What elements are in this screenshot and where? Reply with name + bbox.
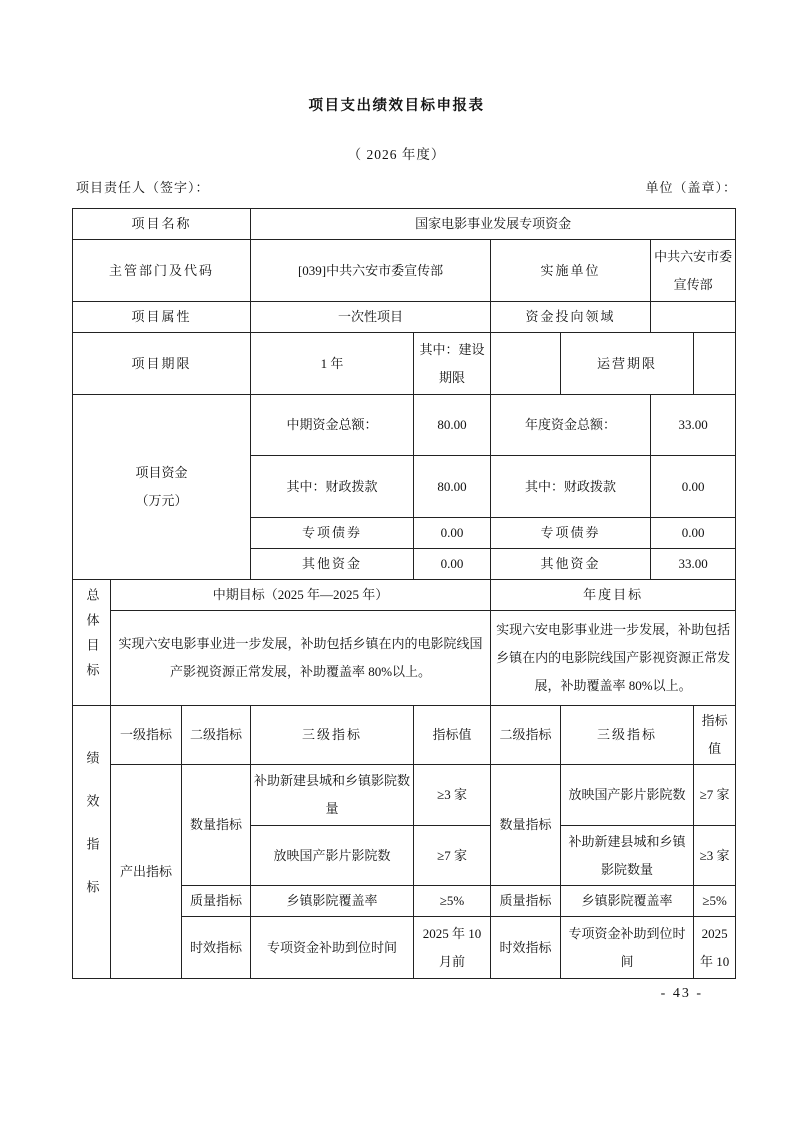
year-line: （ 2026 年度） [347,147,446,162]
qty-value-right-2: ≥3 家 [694,826,736,886]
project-period-value: 1 年 [251,333,414,395]
dept-code-value: [039]中共六安市委宣传部 [251,240,491,302]
annual-other-value: 33.00 [651,549,736,580]
mid-other-label: 其他资金 [251,549,414,580]
time-label-left: 时效指标 [182,917,251,979]
annual-fund-total-label: 年度资金总额： [491,395,651,456]
mid-bond-label: 专项债券 [251,518,414,549]
level1-output-label: 产出指标 [111,765,182,979]
quality-label-left: 质量指标 [182,886,251,917]
build-period-value [491,333,561,395]
impl-unit-value: 中共六安市委宣传部 [651,240,736,302]
project-name-label: 项目名称 [73,209,251,240]
mid-fiscal-label: 其中：财政拨款 [251,456,414,518]
quality-name-right: 乡镇影院覆盖率 [561,886,694,917]
time-name-right: 专项资金补助到位时间 [561,917,694,979]
time-value-right: 2025 年 10 [694,917,736,979]
operate-period-label: 运营期限 [561,333,694,395]
project-name-value: 国家电影事业发展专项资金 [251,209,736,240]
quality-label-right: 质量指标 [491,886,561,917]
build-period-label: 其中：建设期限 [414,333,491,395]
mid-fiscal-value: 80.00 [414,456,491,518]
fund-direction-label: 资金投向领域 [491,302,651,333]
fund-direction-value [651,302,736,333]
annual-fiscal-value: 0.00 [651,456,736,518]
header-level1: 一级指标 [111,706,182,765]
project-fund-label [73,395,251,580]
mid-fund-total-value: 80.00 [414,395,491,456]
annual-fiscal-label: 其中：财政拨款 [491,456,651,518]
annual-other-label: 其他资金 [491,549,651,580]
project-fund-label-line2: （万元） [135,493,188,508]
impl-unit-label: 实施单位 [491,240,651,302]
time-value-left: 2025 年 10 月前 [414,917,491,979]
time-name-left: 专项资金补助到位时间 [251,917,414,979]
project-period-label: 项目期限 [73,333,251,395]
quality-value-left: ≥5% [414,886,491,917]
qty-label-left: 数量指标 [182,765,251,886]
responsible-sign-label: 项目责任人（签字）： [76,180,210,195]
overall-goal-side-label [73,580,111,706]
dept-code-label: 主管部门及代码 [73,240,251,302]
qty-label-right: 数量指标 [491,765,561,886]
mid-goal-text: 实现六安电影事业进一步发展，补助包括乡镇在内的电影院线国产影视资源正常发展，补助覆盖率 80%以上。 [111,611,491,706]
header-level2-right: 二级指标 [491,706,561,765]
quality-value-right: ≥5% [694,886,736,917]
header-level3-left: 三级指标 [251,706,414,765]
qty-name-right-1: 放映国产影片影院数 [561,765,694,826]
project-attr-value: 一次性项目 [251,302,491,333]
page-title: 项目支出绩效目标申报表 [308,98,485,114]
project-attr-label: 项目属性 [73,302,251,333]
qty-value-left-1: ≥3 家 [414,765,491,826]
unit-seal-label: 单位（盖章）： [645,180,737,195]
qty-value-right-1: ≥7 家 [694,765,736,826]
operate-period-value [694,333,736,395]
qty-value-left-2: ≥7 家 [414,826,491,886]
mid-fund-total-label: 中期资金总额： [251,395,414,456]
qty-name-right-2: 补助新建县城和乡镇影院数量 [561,826,694,886]
annual-bond-value: 0.00 [651,518,736,549]
mid-other-value: 0.00 [414,549,491,580]
header-level3-right: 三级指标 [561,706,694,765]
annual-fund-total-value: 33.00 [651,395,736,456]
mid-goal-header: 中期目标（2025 年—2025 年） [111,580,491,611]
overall-goal-side-text: 总体目标 [84,587,100,688]
mid-bond-value: 0.00 [414,518,491,549]
quality-name-left: 乡镇影院覆盖率 [251,886,414,917]
header-level2-left: 二级指标 [182,706,251,765]
qty-name-left-2: 放映国产影片影院数 [251,826,414,886]
signature-row [76,177,737,196]
perf-side-text: 绩效指标 [84,751,100,923]
declaration-table [72,208,736,979]
header-value-left: 指标值 [414,706,491,765]
perf-side-label [73,706,111,979]
page-number: - 43 - [660,986,703,1001]
annual-bond-label: 专项债券 [491,518,651,549]
project-fund-label-line1: 项目资金 [135,465,188,480]
annual-goal-text: 实现六安电影事业进一步发展，补助包括乡镇在内的电影院线国产影视资源正常发展，补助覆盖率 80%以上。 [491,611,736,706]
annual-goal-header: 年度目标 [491,580,736,611]
time-label-right: 时效指标 [491,917,561,979]
qty-name-left-1: 补助新建县城和乡镇影院数量 [251,765,414,826]
header-value-right: 指标值 [694,706,736,765]
